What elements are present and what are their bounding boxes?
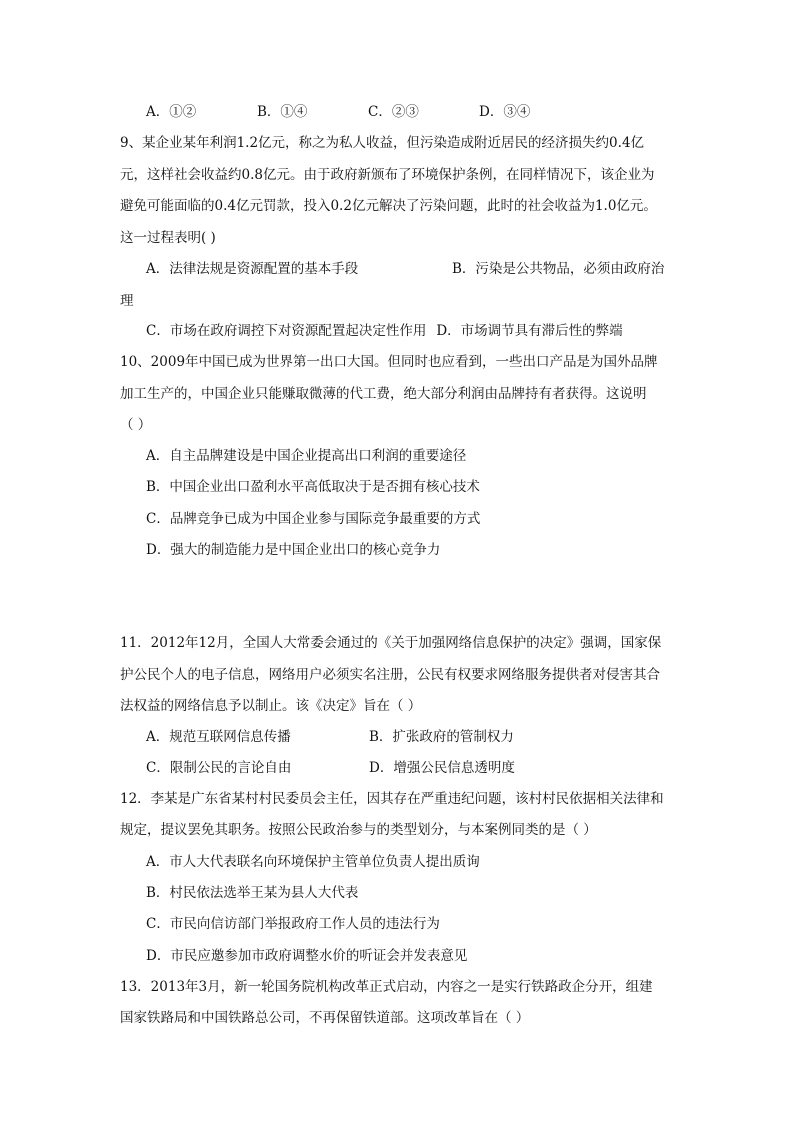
- q9-option-b: B．污染是公共物品，必须由政府治: [452, 261, 665, 277]
- q9-options-cd: [146, 321, 706, 341]
- q10-option-d: D．强大的制造能力是中国企业出口的核心竞争力: [146, 542, 441, 558]
- q8-option-c: C．②③: [368, 104, 419, 120]
- q9-stem-line-2: 元，这样社会收益约0.8亿元。由于政府新颁布了环境保护条例，在同样情况下，该企业为: [120, 167, 655, 183]
- q13-stem-line-1: 13．2013年3月，新一轮国务院机构改革正式启动，内容之一是实行铁路政企分开，组建: [120, 979, 653, 995]
- q11-option-d: D．增强公民信息透明度: [369, 760, 515, 776]
- q8-options: [146, 102, 706, 122]
- q12-stem-line-2: 规定，提议罢免其职务。按照公民政治参与的类型划分，与本案例同类的是（ ）: [120, 822, 597, 838]
- q13-stem-line-2: 国家铁路局和中国铁路总公司，不再保留铁道部。这项改革旨在（ ）: [120, 1010, 530, 1026]
- q9-option-b-wrap: 理: [120, 293, 134, 309]
- q10-stem-line-1: 10、2009年中国已成为世界第一出口大国。但同时也应看到，一些出口产品是为国外品牌: [120, 354, 658, 370]
- q11-options-cd: [146, 758, 706, 778]
- q9-option-d: D．市场调节具有滞后性的弊端: [436, 323, 623, 339]
- q8-option-b: B．①④: [257, 104, 308, 120]
- q11-stem-line-3: 法权益的网络信息予以制止。该《决定》旨在（ ）: [120, 698, 422, 714]
- q11-option-a: A．规范互联网信息传播: [146, 729, 291, 745]
- q8-option-d: D．③④: [479, 104, 531, 120]
- q11-options-ab: [146, 727, 706, 747]
- q12-option-d: D．市民应邀参加市政府调整水价的听证会并发表意见: [146, 948, 468, 964]
- q9-option-c: C．市场在政府调控下对资源配置起决定性作用: [146, 323, 427, 339]
- q10-stem-line-2: 加工生产的，中国企业只能赚取微薄的代工费，绝大部分利润由品牌持有者获得。这说明: [120, 386, 647, 402]
- q12-stem-line-1: 12．李某是广东省某村村民委员会主任，因其存在严重违纪问题，该村村民依据相关法律和: [120, 791, 664, 807]
- q8-option-a: A．①②: [146, 104, 197, 120]
- q11-option-b: B．扩张政府的管制权力: [369, 729, 514, 745]
- q10-option-a: A．自主品牌建设是中国企业提高出口利润的重要途径: [146, 448, 467, 464]
- q9-option-a: A．法律法规是资源配置的基本手段: [146, 261, 359, 277]
- q10-stem-line-3: （ ）: [120, 417, 152, 433]
- q10-option-b: B．中国企业出口盈利水平高低取决于是否拥有核心技术: [146, 479, 480, 495]
- q9-stem-line-4: 这一过程表明( ): [120, 230, 216, 246]
- q11-stem-line-1: 11．2012年12月，全国人大常委会通过的《关于加强网络信息保护的决定》强调，国家保: [120, 635, 662, 651]
- q11-stem-line-2: 护公民个人的电子信息，网络用户必须实名注册，公民有权要求网络服务提供者对侵害其合: [120, 667, 660, 683]
- q9-options-ab: [146, 259, 706, 279]
- q12-option-b: B．村民依法选举王某为县人大代表: [146, 885, 359, 901]
- q11-option-c: C．限制公民的言论自由: [146, 760, 292, 776]
- q9-stem-line-3: 避免可能面临的0.4亿元罚款，投入0.2亿元解决了污染问题，此时的社会收益为1.0亿元。: [120, 198, 657, 214]
- q12-option-a: A．市人大代表联名向环境保护主管单位负责人提出质询: [146, 854, 480, 870]
- q12-option-c: C．市民向信访部门举报政府工作人员的违法行为: [146, 916, 440, 932]
- q10-option-c: C．品牌竞争已成为中国企业参与国际竞争最重要的方式: [146, 511, 481, 527]
- q9-stem-line-1: 9、某企业某年利润1.2亿元，称之为私人收益，但污染造成附近居民的经济损失约0.4亿: [120, 135, 645, 151]
